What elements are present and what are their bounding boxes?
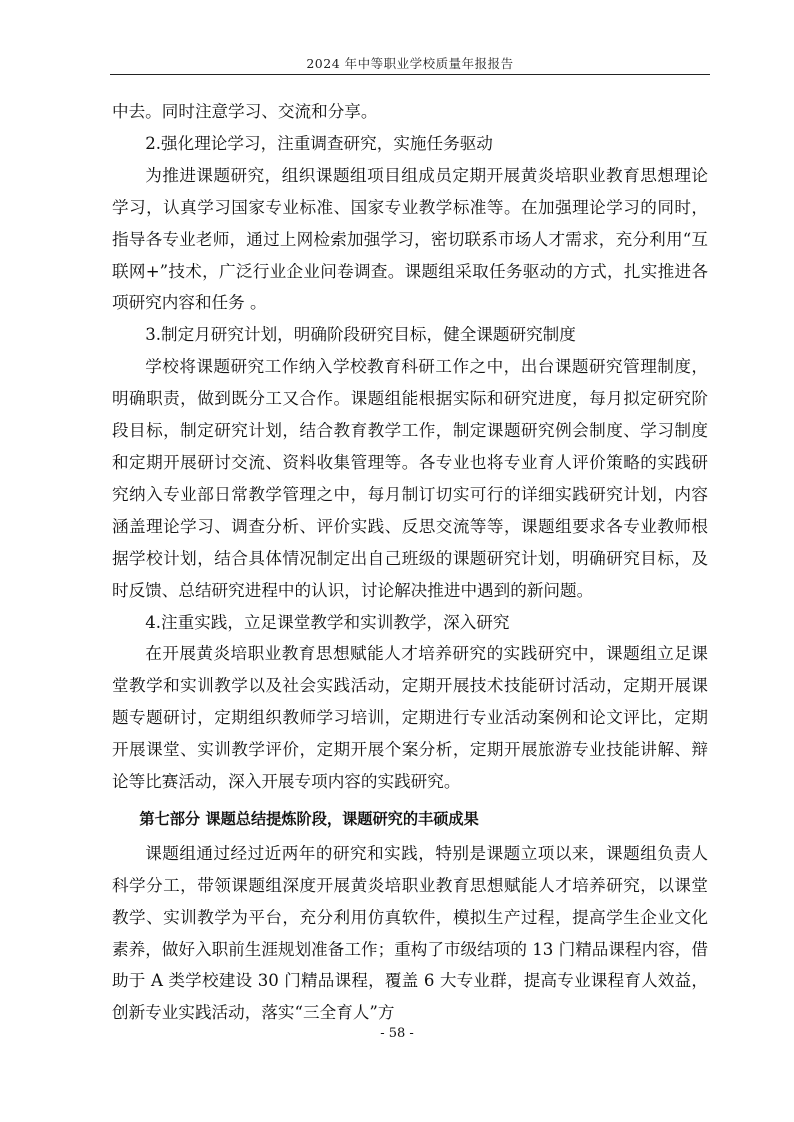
subheading-3: 3.制定月研究计划，明确阶段研究目标，健全课题研究制度 — [145, 325, 576, 345]
subheading-4: 4.注重实践，立足课堂教学和实训教学，深入研究 — [145, 612, 510, 632]
section-heading-part-7: 第七部分 课题总结提炼阶段，课题研究的丰硕成果 — [139, 809, 479, 828]
paragraph-results: 课题组通过经过近两年的研究和实践，特别是课题立项以来，课题组负责人科学分工，带领课题组深度开展黄炎培职业教育思想赋能人才培养研究，以课堂教学、实训教学为平台，充分利用仿真软件，模拟生产过程，提高学生企业文化素养，做好入职前生涯规划准备工作；重构了市级结项的 13 门精品课程内容，借助于 A 类学校建设 30 门精品课程，覆盖 6 大专业群，提高专业课程育人效益，创新专业实践活动，落实“三全育人”方 — [112, 843, 708, 1023]
page-header: 2024 年中等职业学校质量年报报告 — [306, 56, 514, 71]
page-body — [112, 96, 708, 1029]
paragraph-monthly-plan: 学校将课题研究工作纳入学校教育科研工作之中，出台课题研究管理制度，明确职责，做到既分工又合作。课题组能根据实际和研究进度，每月拟定研究阶段目标，制定研究计划，结合教育教学工作，制定课题研究例会制度、学习制度和定期开展研讨交流、资料收集管理等。各专业也将专业育人评价策略的实践研究纳入专业部日常教学管理之中，每月制订切实可行的详细实践研究计划，内容涵盖理论学习、调查分析、评价实践、反思交流等等，课题组要求各专业教师根据学校计划，结合具体情况制定出自己班级的课题研究计划，明确研究目标，及时反馈、总结研究进程中的认识，讨论解决推进中遇到的新问题。 — [112, 357, 708, 600]
page-number: - 58 - — [380, 1026, 414, 1041]
paragraph-practice: 在开展黄炎培职业教育思想赋能人才培养研究的实践研究中，课题组立足课堂教学和实训教学以及社会实践活动，定期开展技术技能研讨活动，定期开展课题专题研讨，定期组织教师学习培训，定期进行专业活动案例和论文评比，定期开展课堂、实训教学评价，定期开展个案分析，定期开展旅游专业技能讲解、辩论等比赛活动，深入开展专项内容的实践研究。 — [112, 644, 708, 792]
paragraph-theory-study: 为推进课题研究，组织课题组项目组成员定期开展黄炎培职业教育思想理论学习，认真学习国家专业标准、国家专业教学标准等。在加强理论学习的同时，指导各专业老师，通过上网检索加强学习，密切联系市场人才需求，充分利用“互联网+”技术，广泛行业企业问卷调查。课题组采取任务驱动的方式，扎实推进各项研究内容和任务 。 — [112, 165, 708, 313]
paragraph-continuation: 中去。同时注意学习、交流和分享。 — [112, 102, 378, 121]
header-rule — [110, 74, 710, 75]
subheading-2: 2.强化理论学习，注重调查研究，实施任务驱动 — [145, 133, 493, 153]
